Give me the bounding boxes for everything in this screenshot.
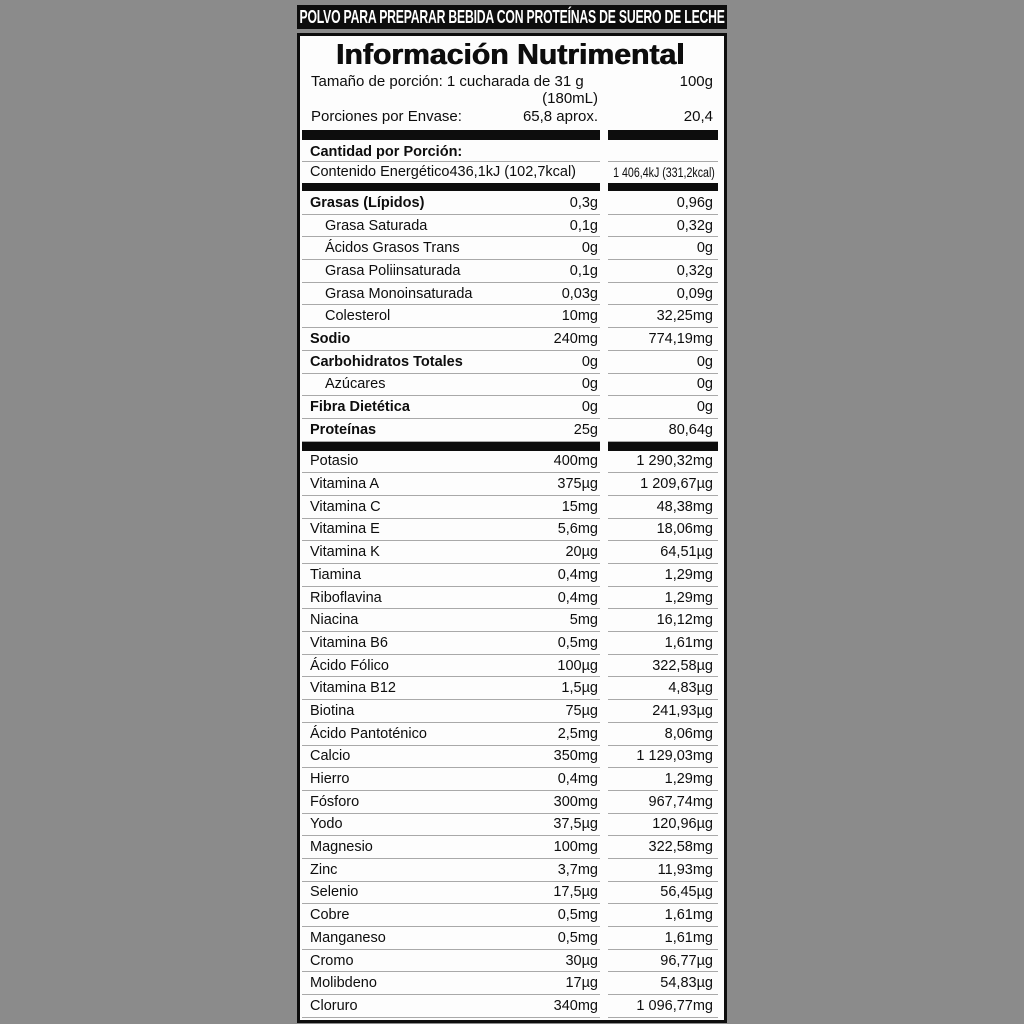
per-100g-cell [608,351,718,374]
serving-volume-cell [302,91,600,106]
per-100g-cell [608,768,718,791]
column-gap [600,237,608,260]
per-serving-value: 0,5mg [557,929,598,946]
servings-per-100g-value: 20,4 [683,107,713,125]
column-gap [600,859,608,882]
nutrient-cell [302,192,600,215]
nutrient-label: Colesterol [325,308,391,325]
per-serving-value: 30µg [565,952,598,969]
per-100g-value: 54,83µg [660,975,713,992]
per-serving-value: 25g [573,421,598,438]
nutrient-label: Vitamina K [310,544,380,561]
nutrient-cell [302,677,600,700]
per-100g-cell [608,950,718,973]
column-gap [600,396,608,419]
per-serving-value: 240mg [553,330,598,347]
nutrient-label: Vitamina E [310,521,380,538]
per-100g-value: 1 129,03mg [636,748,713,765]
per-100g-value: 64,51µg [660,544,713,561]
per-100g-value: 8,06mg [664,725,713,742]
column-gap [600,836,608,859]
per-100g-value: 11,93mg [657,861,713,878]
per-100g-header-cell [608,71,718,91]
per-100g-header: 100g [679,72,713,90]
per-100g-value: 0g [696,376,713,393]
per-100g-cell [608,700,718,723]
servings-per-100g-cell [608,106,718,126]
energy-per-100g: 1 406,4kJ (331,2kcal) [613,164,715,180]
column-gap [600,564,608,587]
per-100g-value: 0,96g [676,194,713,211]
nutrient-cell [302,541,600,564]
nutrient-cell [302,351,600,374]
servings-value: 65,8 aprox. [522,107,598,125]
per-100g-value: 120,96µg [652,816,713,833]
panel-title: Información Nutrimental [335,39,685,71]
nutrient-cell [302,700,600,723]
nutrient-cell [302,374,600,397]
column-gap [600,677,608,700]
per-100g-cell [608,451,718,474]
nutrient-label: Sodio [310,330,351,347]
nutrient-cell [302,496,600,519]
table-row [302,723,718,746]
amount-header: Cantidad por Porción: [310,144,463,160]
per-serving-value: 375µg [557,476,598,493]
nutrient-cell [302,396,600,419]
table-row [302,927,718,950]
nutrient-cell [302,882,600,905]
per-100g-cell [608,814,718,837]
nutrient-cell [302,451,600,474]
per-serving-value: 0g [581,376,598,393]
table-row [302,564,718,587]
servings-cell [302,106,600,126]
table-row [302,768,718,791]
nutrient-cell [302,260,600,283]
column-gap [600,768,608,791]
per-100g-cell [608,836,718,859]
nutrient-label: Proteínas [310,421,377,438]
per-100g-value: 0,32g [676,217,713,234]
nutrient-cell [302,927,600,950]
nutrient-label: Cloruro [310,997,358,1014]
serving-size-cell [302,71,600,91]
column-gap [600,91,608,106]
per-100g-value: 967,74mg [648,793,713,810]
serving-volume: (180mL) [542,90,598,107]
column-gap [600,519,608,542]
table-row [302,655,718,678]
product-type-banner [297,5,727,29]
nutrient-cell [302,237,600,260]
per-serving-value: 17µg [565,975,598,992]
nutrient-cell [302,587,600,610]
column-gap [600,374,608,397]
column-gap [600,791,608,814]
per-100g-cell [608,396,718,419]
column-gap [600,587,608,610]
nutrient-cell [302,419,600,442]
per-100g-value: 1,61mg [664,634,713,651]
per-100g-value: 1,29mg [664,589,713,606]
nutrient-cell [302,836,600,859]
table-row [302,192,718,215]
column-gap [600,71,608,91]
column-gap [600,995,608,1018]
nutrient-label: Grasa Saturada [325,217,428,234]
amount-per-serving-row [302,143,718,162]
per-100g-value: 4,83µg [668,680,713,697]
energy-per-serving: 436,1kJ (102,7kcal) [449,164,577,180]
per-100g-value: 0,09g [676,285,713,302]
nutrient-label: Ácido Pantoténico [310,725,427,742]
per-serving-value: 3,7mg [557,861,598,878]
nutrient-label: Zinc [310,861,338,878]
table-row [302,700,718,723]
column-gap [600,927,608,950]
column-gap [600,904,608,927]
nutrient-cell [302,791,600,814]
per-100g-cell [608,791,718,814]
per-100g-cell [608,260,718,283]
nutrient-cell [302,746,600,769]
per-serving-value: 0,5mg [557,634,598,651]
per-serving-value: 5,6mg [557,521,598,538]
table-row [302,882,718,905]
per-100g-value: 241,93µg [652,702,713,719]
table-row [302,836,718,859]
column-gap [600,655,608,678]
serving-volume-row [302,91,718,106]
nutrient-cell [302,305,600,328]
table-row [302,519,718,542]
per-100g-value: 32,25mg [656,308,713,325]
nutrient-label: Cobre [310,907,350,924]
column-gap [600,351,608,374]
table-row [302,814,718,837]
column-gap [600,814,608,837]
column-gap [600,419,608,442]
per-100g-value: 1 096,77mg [636,997,713,1014]
table-row [302,260,718,283]
nutrient-cell [302,632,600,655]
per-100g-cell [608,904,718,927]
servings-label: Porciones por Envase: [311,107,462,125]
table-row [302,451,718,474]
per-serving-value: 2,5mg [557,725,598,742]
nutrient-cell [302,328,600,351]
nutrient-label: Grasa Poliinsaturada [325,262,461,279]
per-serving-value: 400mg [553,453,598,470]
per-100g-cell [608,473,718,496]
table-row [302,859,718,882]
per-serving-value: 0,3g [569,194,598,211]
per-100g-value: 18,06mg [656,521,713,538]
per-100g-cell [608,677,718,700]
per-100g-cell [608,541,718,564]
per-100g-value: 1,61mg [664,929,713,946]
column-gap [600,700,608,723]
column-gap [600,106,608,126]
nutrient-cell [302,995,600,1018]
per-100g-value: 0g [696,353,713,370]
thick-divider [302,442,718,451]
per-100g-cell [608,496,718,519]
column-gap [600,260,608,283]
table-row [302,419,718,442]
macronutrient-table [302,192,718,442]
nutrient-cell [302,768,600,791]
amount-header-cell [302,143,600,162]
nutrient-label: Ácidos Grasos Trans [325,240,460,257]
thick-divider [302,130,718,140]
table-row [302,995,718,1018]
per-100g-cell [608,655,718,678]
per-serving-value: 20µg [565,544,598,561]
nutrient-label: Selenio [310,884,359,901]
per-100g-value: 322,58mg [648,839,713,856]
per-100g-value: 0,32g [676,262,713,279]
column-gap [600,882,608,905]
nutrient-cell [302,972,600,995]
per-serving-value: 0,03g [561,285,598,302]
per-serving-value: 0,4mg [557,566,598,583]
per-100g-cell [608,237,718,260]
nutrient-label: Fósforo [310,793,360,810]
nutrient-label: Ácido Fólico [310,657,389,674]
per-100g-value: 1,61mg [664,907,713,924]
nutrient-cell [302,904,600,927]
table-row [302,746,718,769]
per-serving-value: 0g [581,353,598,370]
micronutrient-table [302,451,718,1018]
nutrient-label: Tiamina [310,566,362,583]
column-gap [600,451,608,474]
energy-row [302,162,718,182]
per-100g-value: 56,45µg [660,884,713,901]
table-row [302,237,718,260]
nutrient-label: Cromo [310,952,354,969]
table-row [302,396,718,419]
energy-label: Contenido Energético [310,164,450,180]
nutrient-label: Magnesio [310,839,373,856]
per-serving-value: 0g [581,399,598,416]
column-gap [600,328,608,351]
per-serving-value: 350mg [553,748,598,765]
per-100g-value: 774,19mg [648,330,713,347]
table-row [302,587,718,610]
nutrient-label: Manganeso [310,929,386,946]
nutrient-label: Riboflavina [310,589,382,606]
serving-size-label: Tamaño de porción: 1 cucharada de 31 g [311,72,584,90]
nutrient-label: Calcio [310,748,351,765]
column-gap [600,143,608,162]
energy-cell [302,162,578,182]
per-serving-value: 300mg [553,793,598,810]
per-100g-cell [608,587,718,610]
nutrient-label: Hierro [310,771,350,788]
nutrient-label: Biotina [310,702,355,719]
per-serving-value: 0,4mg [557,771,598,788]
per-serving-value: 0,1g [569,262,598,279]
per-serving-value: 10mg [561,308,598,325]
per-100g-cell [608,859,718,882]
nutrient-cell [302,950,600,973]
nutrient-cell [302,859,600,882]
nutrient-label: Vitamina C [310,498,381,515]
per-100g-cell [608,564,718,587]
table-row [302,677,718,700]
nutrient-cell [302,473,600,496]
per-100g-cell [608,328,718,351]
table-row [302,283,718,306]
per-serving-value: 0g [581,240,598,257]
table-row [302,950,718,973]
per-100g-value: 0g [696,399,713,416]
per-100g-cell [608,305,718,328]
per-serving-value: 17,5µg [553,884,598,901]
column-gap [600,283,608,306]
nutrient-label: Potasio [310,453,359,470]
table-row [302,972,718,995]
per-100g-cell [608,882,718,905]
column-gap [600,972,608,995]
per-100g-cell [608,215,718,238]
nutrient-cell [302,814,600,837]
nutrient-label: Grasas (Lípidos) [310,194,425,211]
nutrient-label: Yodo [310,816,343,833]
nutrient-label: Azúcares [325,376,386,393]
nutrient-cell [302,519,600,542]
energy-per-100g-cell [581,162,718,182]
thick-divider [302,183,718,191]
per-100g-cell [608,723,718,746]
per-100g-cell [608,419,718,442]
column-gap [600,632,608,655]
column-gap [600,496,608,519]
per-serving-value: 75µg [565,702,598,719]
per-serving-value: 100mg [553,839,598,856]
per-serving-value: 100µg [557,657,598,674]
per-100g-value: 1,29mg [664,771,713,788]
column-gap [600,541,608,564]
per-serving-value: 37,5µg [553,816,598,833]
per-100g-value: 1 290,32mg [636,453,713,470]
nutrient-label: Vitamina B6 [310,634,388,651]
column-gap [600,215,608,238]
column-gap [600,305,608,328]
per-100g-cell [608,519,718,542]
nutrient-label: Vitamina B12 [310,680,396,697]
column-gap [600,746,608,769]
table-row [302,328,718,351]
per-100g-cell [608,927,718,950]
nutrient-label: Niacina [310,612,359,629]
per-100g-value: 48,38mg [656,498,713,515]
per-100g-value: 1,29mg [664,566,713,583]
table-row [302,473,718,496]
column-gap [600,609,608,632]
per-serving-value: 5mg [569,612,598,629]
table-row [302,215,718,238]
serving-size-row [302,71,718,91]
table-row [302,791,718,814]
per-100g-value: 0g [696,240,713,257]
per-100g-cell [608,632,718,655]
column-gap [600,192,608,215]
nutrient-label: Vitamina A [310,476,380,493]
per-100g-value: 80,64g [668,421,713,438]
table-row [302,609,718,632]
table-row [302,351,718,374]
per-serving-value: 0,5mg [557,907,598,924]
nutrient-cell [302,215,600,238]
nutrient-label: Fibra Dietética [310,399,410,416]
per-100g-value: 96,77µg [660,952,713,969]
per-100g-value: 16,12mg [656,612,713,629]
nutrient-cell [302,564,600,587]
nutrient-cell [302,609,600,632]
table-row [302,632,718,655]
table-row [302,305,718,328]
column-gap [600,950,608,973]
per-serving-value: 15mg [561,498,598,515]
per-100g-cell [608,609,718,632]
per-100g-cell [608,374,718,397]
nutrient-cell [302,283,600,306]
per-100g-cell [608,746,718,769]
nutrient-cell [302,655,600,678]
table-row [302,374,718,397]
per-serving-value: 0,4mg [557,589,598,606]
table-row [302,904,718,927]
per-serving-value: 1,5µg [561,680,598,697]
per-serving-value: 0,1g [569,217,598,234]
nutrient-label: Molibdeno [310,975,377,992]
per-100g-value: 322,58µg [652,657,713,674]
column-gap [600,723,608,746]
table-row [302,496,718,519]
per-100g-cell [608,995,718,1018]
per-100g-value: 1 209,67µg [640,476,713,493]
per-100g-cell [608,192,718,215]
nutrient-label: Carbohidratos Totales [310,353,463,370]
nutrient-cell [302,723,600,746]
table-row [302,541,718,564]
nutrition-facts-panel [297,33,727,1023]
product-type-text: POLVO PARA PREPARAR BEBIDA CON PROTEÍNAS DE SUERO DE LECHE [299,6,725,27]
per-serving-value: 340mg [553,997,598,1014]
nutrient-label: Grasa Monoinsaturada [325,285,473,302]
per-100g-cell [608,972,718,995]
column-gap [600,473,608,496]
servings-per-container-row [302,106,718,126]
per-100g-cell [608,283,718,306]
